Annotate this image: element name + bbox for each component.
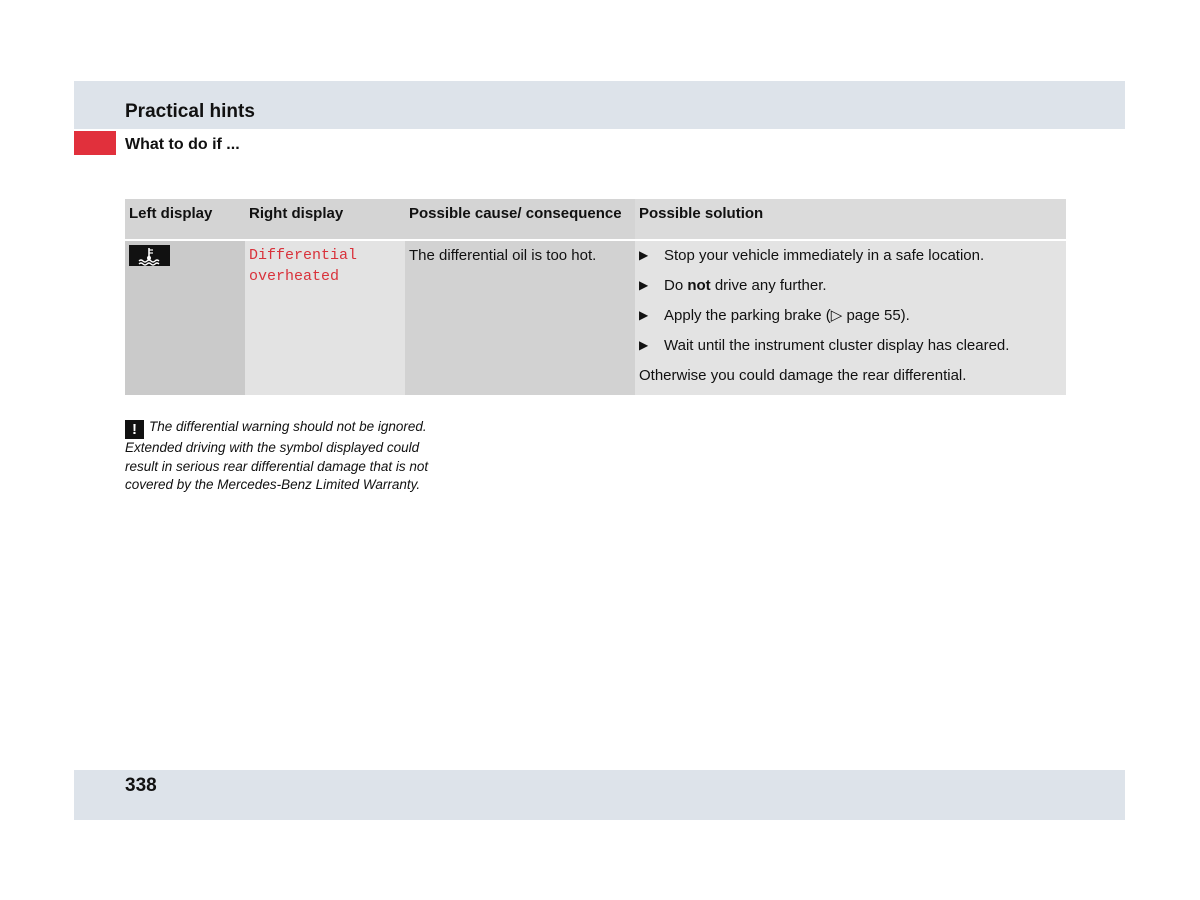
- solution-step-text: Wait until the instrument cluster display has cleared.: [664, 337, 1010, 354]
- subsection-title: What to do if ...: [125, 136, 240, 153]
- bullet-arrow-icon: ▶: [639, 308, 649, 322]
- header-right-display: Right display: [245, 199, 405, 240]
- solution-step: [639, 335, 1062, 365]
- left-display-cell: [125, 240, 245, 395]
- header-possible-cause: Possible cause/ consequence: [405, 199, 635, 240]
- display-message-line: overheated: [249, 268, 340, 285]
- table-row: [125, 240, 1066, 395]
- possible-cause-cell: The differential oil is too hot.: [405, 240, 635, 395]
- warning-exclamation-icon: !: [125, 420, 144, 439]
- differential-oil-temperature-icon: [129, 245, 170, 266]
- header-left-display: Left display: [125, 199, 245, 240]
- solution-step: [639, 275, 1062, 305]
- solution-step-text: Stop your vehicle immediately in a safe location.: [664, 247, 985, 264]
- page-number: 338: [125, 775, 157, 796]
- solution-note: Otherwise you could damage the rear differential.: [639, 367, 967, 384]
- display-message-line: Differential: [249, 247, 358, 264]
- solution-step: [639, 305, 1062, 335]
- bullet-arrow-icon: ▶: [639, 278, 649, 292]
- possible-solution-cell: [635, 240, 1066, 395]
- footer-band: [74, 770, 1125, 820]
- warning-note: [125, 418, 435, 495]
- solution-step: [639, 245, 1062, 275]
- right-display-cell: [245, 240, 405, 395]
- solution-step-text: Apply the parking brake (▷ page 55).: [664, 307, 910, 324]
- section-marker-tab: [74, 131, 116, 155]
- hint-table: [125, 199, 1066, 395]
- bullet-arrow-icon: ▶: [639, 338, 649, 352]
- table-header-row: [125, 199, 1066, 240]
- solution-step-emphasis: not: [687, 277, 711, 294]
- bullet-arrow-icon: ▶: [639, 248, 649, 262]
- solution-step-text-suffix: drive any further.: [710, 277, 827, 294]
- section-title: Practical hints: [125, 101, 255, 122]
- header-possible-solution: Possible solution: [635, 199, 1066, 240]
- warning-note-text: The differential warning should not be ignored. Extended driving with the symbol displayed could result in serious rear differential damage that is not covered by the Mercedes-Benz Limited Warranty.: [125, 419, 429, 492]
- solution-step-text-prefix: Do: [664, 277, 688, 294]
